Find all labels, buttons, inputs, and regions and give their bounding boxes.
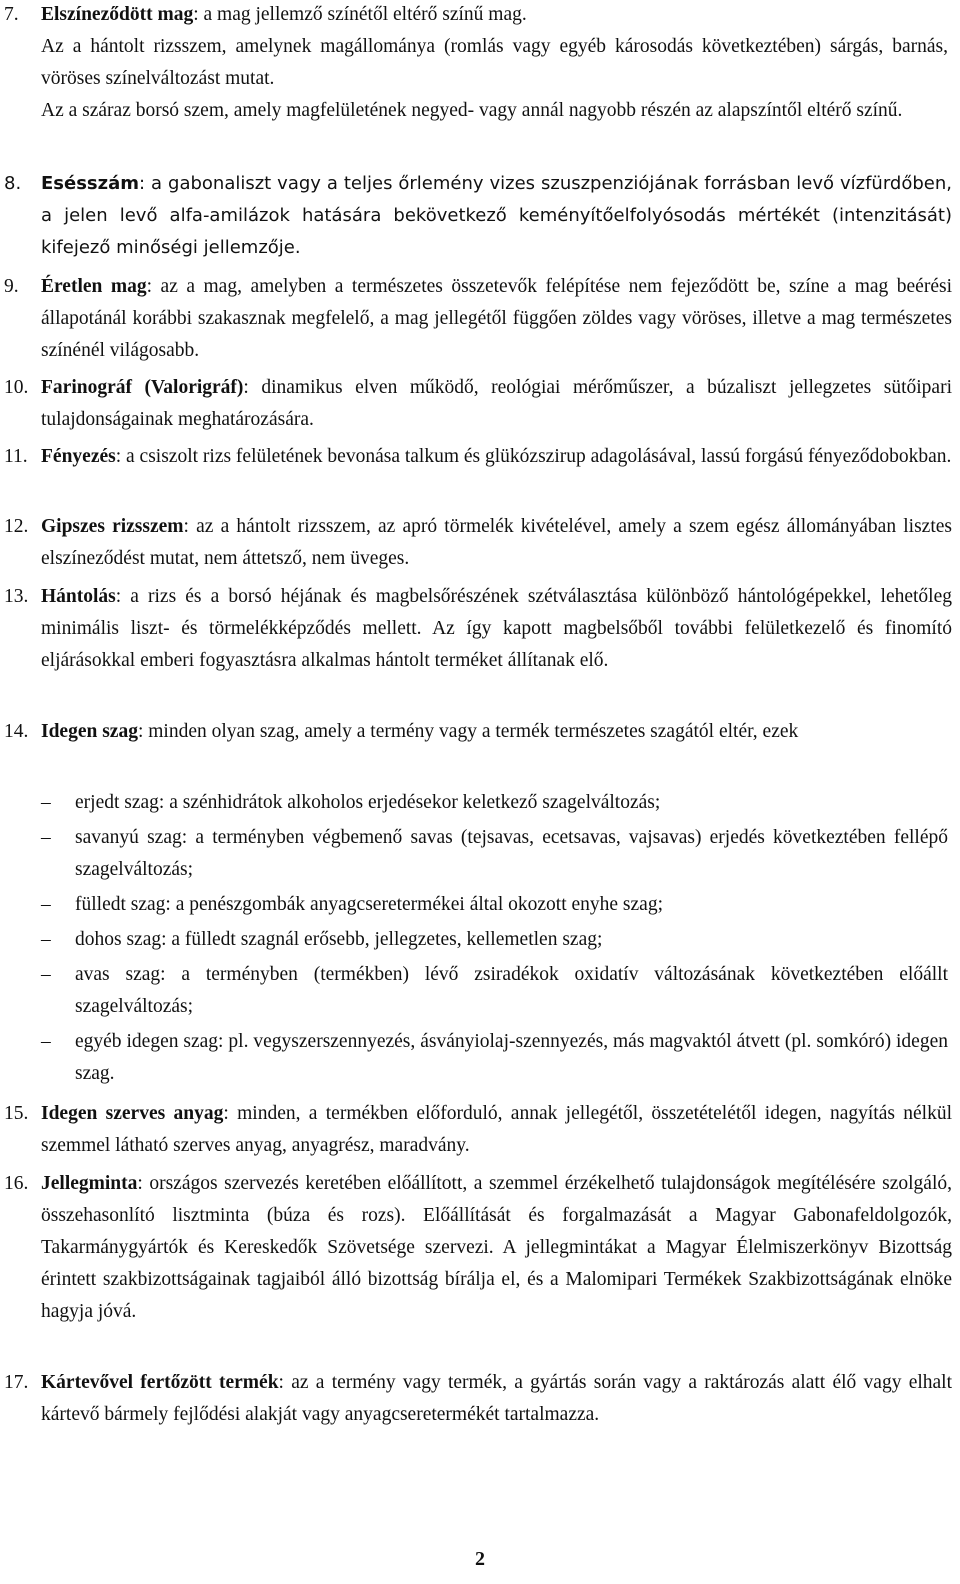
item-number: 10. (4, 377, 29, 398)
item-number: 12. (4, 516, 29, 537)
definition-item-8 (4, 168, 952, 264)
definition-item-15 (4, 1098, 952, 1162)
page-number: 2 (475, 1548, 485, 1570)
definition-item-11 (4, 441, 952, 473)
dash-text: fülledt szag: a penészgombák anyagcseretermékei által okozott enyhe szag; (75, 894, 663, 915)
term: Gipszes rizsszem (41, 516, 184, 537)
dash-list-item (41, 822, 948, 886)
dash-text: dohos szag: a fülledt szagnál erősebb, jellegzetes, kellemetlen szag; (75, 929, 603, 950)
dash-bullet: – (41, 792, 51, 813)
dash-text: savanyú szag: a terményben végbemenő savas (tejsavas, ecetsavas, vajsavas) erjedés következtében fellépő szagelváltozás; (75, 827, 948, 880)
term: Esésszám (41, 173, 140, 194)
definition-item-12 (4, 511, 952, 575)
definition-item-13 (4, 581, 952, 677)
term: Éretlen mag (41, 276, 147, 297)
definition-text: : az a termény vagy termék, a gyártás során vagy a raktározás alatt élő vagy elhalt kártevő bármely fejlődési alakját vagy anyagcseretermékét tartalmazza. (41, 1372, 953, 1425)
dash-list-item (41, 959, 948, 1023)
definition-item-10 (4, 372, 952, 436)
term: Kártevővel fertőzött termék (41, 1372, 279, 1393)
dash-list-item (41, 924, 948, 956)
definition-text: : a rizs és a borsó héjának és magbelsőrészének szétválasztása különböző hántológépekkel, lehetőleg minimális liszt- és törmelékképződés mellett. Az így kapott magbelsőből további felületkezelő és finomító eljárásokkal emberi fogyasztásra alkalmas hántolt terméket állítanak elő. (41, 586, 952, 671)
definition-text: : a gabonaliszt vagy a teljes őrlemény vizes szuszpenziójának forrásban levő vízfürdőben, a jelen levő alfa-amilázok hatására bekövetkező keményítőelfolyósodás mértékét (intenzitását) kifejező minőségi jellemzője. (41, 173, 952, 258)
item-number: 13. (4, 586, 29, 607)
term: Elszíneződött mag (41, 4, 194, 25)
definition-text: : minden olyan szag, amely a termény vagy a termék természetes szagától eltér, ezek (137, 721, 799, 742)
dash-text: egyéb idegen szag: pl. vegyszerszennyezés, ásványiolaj-szennyezés, más magvaktól átvett (pl. somkóró) idegen szag. (75, 1031, 948, 1084)
dash-bullet: – (41, 1031, 51, 1052)
dash-bullet: – (41, 894, 51, 915)
item-number: 14. (4, 721, 29, 742)
definition-text: : a csiszolt rizs felületének bevonása talkum és glükózszirup adagolásával, lassú forgású fényeződobokban. (115, 446, 952, 467)
definition-text: : az a mag, amelyben a természetes összetevők felépítése nem fejeződött be, színe a mag beérési állapotánál korábbi szakasznak megfelelő, a mag jellegétől függően zöldes vagy vöröses, illetve a mag természetes színénél világosabb. (41, 276, 952, 361)
item-number: 11. (4, 446, 28, 467)
item-number: 17. (4, 1372, 29, 1393)
definition-item-16 (4, 1168, 952, 1328)
dash-list-item (41, 889, 948, 921)
dash-list-item (41, 1026, 948, 1090)
term: Farinográf (Valorigráf) (41, 377, 244, 398)
term: Idegen szerves anyag (41, 1103, 224, 1124)
definition-text: : országos szervezés keretében előállított, a szemmel érzékelhető tulajdonságok megítélésére szolgáló, összehasonlító lisztminta (búza és rozs). Előállítását és forgalmazását a Magyar Gabonafeldolgozók, Takarmánygyártók és Kereskedők Szövetsége szervezi. A jellegmintákat a Magyar Élelmiszerkönyv Bizottság érintett szakbizottságainak tagjaiból álló bizottság bírálja el, és a Malomipari Termékek Szakbizottságának elnöke hagyja jóvá. (41, 1173, 952, 1322)
item-number: 7. (4, 4, 19, 25)
dash-text: erjedt szag: a szénhidrátok alkoholos erjedésekor keletkező szagelváltozás; (75, 792, 661, 813)
term: Jellegminta (41, 1173, 138, 1194)
sub-paragraph: Az a hántolt rizsszem, amelynek magállománya (romlás vagy egyéb károsodás következtében) sárgás, barnás, vöröses színelváltozást mutat. (41, 36, 948, 89)
dash-bullet: – (41, 929, 51, 950)
item-number: 16. (4, 1173, 29, 1194)
term: Idegen szag (41, 721, 138, 742)
definition-item-7 (4, 0, 952, 31)
dash-bullet: – (41, 964, 51, 985)
item-number: 8. (4, 173, 22, 194)
sub-paragraph: Az a száraz borsó szem, amely magfelületének negyed- vagy annál nagyobb részén az alapszíntől eltérő színű. (41, 100, 903, 121)
term: Hántolás (41, 586, 116, 607)
definition-item-9 (4, 271, 952, 367)
item-number: 9. (4, 276, 19, 297)
term: Fényezés (41, 446, 116, 467)
dash-list-item (41, 787, 948, 819)
dash-bullet: – (41, 827, 51, 848)
definition-text: : a mag jellemző színétől eltérő színű mag. (193, 4, 527, 25)
definition-text: : az a hántolt rizsszem, az apró törmelék kivételével, amely a szem egész állományában lisztes elszíneződést mutat, nem áttetsző, nem üveges. (41, 516, 952, 569)
definition-text: : minden, a termékben előforduló, annak jellegétől, összetételétől idegen, nagyítás nélkül szemmel látható szerves anyag, anyagrész, maradvány. (41, 1103, 952, 1156)
dash-text: avas szag: a terményben (termékben) lévő zsiradékok oxidatív változásának következtében előállt szagelváltozás; (75, 964, 948, 1017)
definition-item-14 (4, 716, 952, 748)
item-number: 15. (4, 1103, 29, 1124)
definition-item-17 (4, 1367, 952, 1431)
definition-text: : dinamikus elven működő, reológiai mérőműszer, a búzaliszt jellegzetes sütőipari tulajdonságainak meghatározására. (41, 377, 952, 430)
